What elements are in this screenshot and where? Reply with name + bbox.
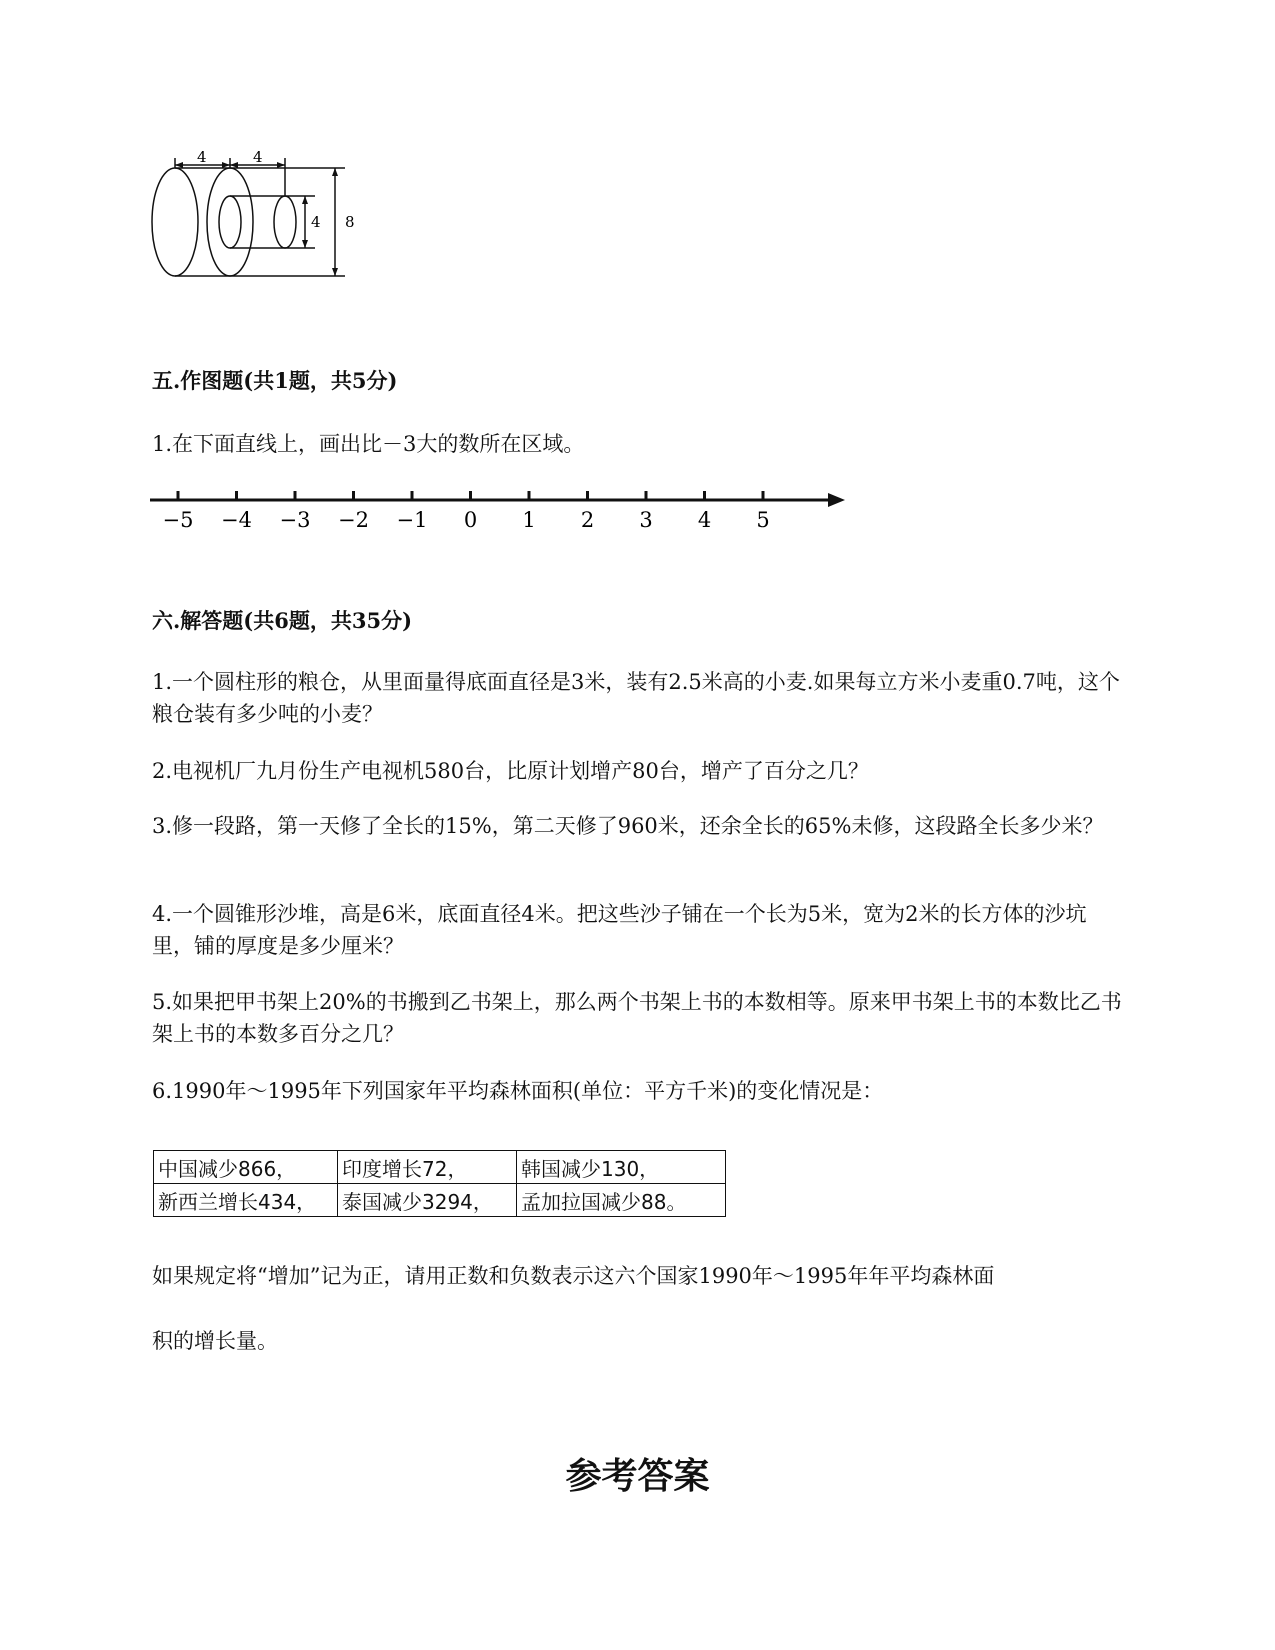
number-line-tick-label: −1 — [396, 508, 428, 532]
question-3: 3.修一段路，第一天修了全长的15%，第二天修了960米，还余全长的65%未修，这段路全长多少米？ — [152, 814, 1104, 838]
number-line-tick-label: 3 — [639, 508, 653, 532]
label-inner-dia: 4 — [311, 213, 321, 231]
number-line-tick-label: −2 — [338, 508, 369, 532]
number-line-tick-label: 1 — [522, 508, 536, 532]
question-2: 2.电视机厂九月份生产电视机580台，比原计划增产80台，增产了百分之几？ — [152, 759, 869, 783]
table-cell: 中国减少866， — [154, 1151, 338, 1184]
number-line-tick-label: 2 — [580, 508, 595, 532]
cylinder-figure — [150, 150, 370, 295]
table-row — [154, 1184, 726, 1217]
answers-title: 参考答案 — [565, 1455, 710, 1497]
table-cell: 韩国减少130， — [517, 1151, 726, 1184]
section6-heading: 六.解答题(共6题，共35分) — [152, 608, 413, 633]
question-6: 6.1990年～1995年下列国家年平均森林面积(单位：平方千米)的变化情况是： — [152, 1079, 884, 1103]
question-6-follow-line2: 积的增长量。 — [152, 1329, 278, 1353]
label-outer-dia: 8 — [345, 213, 355, 231]
number-line-tick-label: −3 — [279, 508, 311, 532]
number-line-tick-label: 5 — [756, 508, 770, 532]
section5-question-1: 1.在下面直线上，画出比－3大的数所在区域。 — [152, 432, 585, 456]
question-1: 1.一个圆柱形的粮仓，从里面量得底面直径是3米，装有2.5米高的小麦.如果每立方米小麦重0.7吨，这个粮仓装有多少吨的小麦？ — [152, 670, 1120, 726]
number-line-tick-label: −4 — [221, 508, 252, 532]
table-cell: 泰国减少3294， — [338, 1184, 517, 1217]
question-6-follow-line1: 如果规定将“增加”记为正，请用正数和负数表示这六个国家1990年～1995年年平均森林面 — [152, 1264, 995, 1288]
number-line — [150, 485, 850, 545]
forest-change-table — [153, 1150, 726, 1217]
table-cell: 印度增长72， — [338, 1151, 517, 1184]
number-line-tick-label: 0 — [463, 508, 478, 532]
label-right-len: 4 — [253, 150, 263, 166]
table-cell: 新西兰增长434， — [154, 1184, 338, 1217]
question-4: 4.一个圆锥形沙堆，高是6米，底面直径4米。把这些沙子铺在一个长为5米，宽为2米的长方体的沙坑里，铺的厚度是多少厘米？ — [152, 902, 1087, 958]
label-left-len: 4 — [197, 150, 207, 166]
section5-heading: 五.作图题(共1题，共5分) — [152, 368, 398, 393]
number-line-tick-label: 4 — [697, 508, 712, 532]
number-line-tick-label: −5 — [162, 508, 194, 532]
table-row — [154, 1151, 726, 1184]
table-cell: 孟加拉国减少88。 — [517, 1184, 726, 1217]
question-5: 5.如果把甲书架上20%的书搬到乙书架上，那么两个书架上书的本数相等。原来甲书架上书的本数比乙书架上书的本数多百分之几？ — [152, 990, 1122, 1046]
